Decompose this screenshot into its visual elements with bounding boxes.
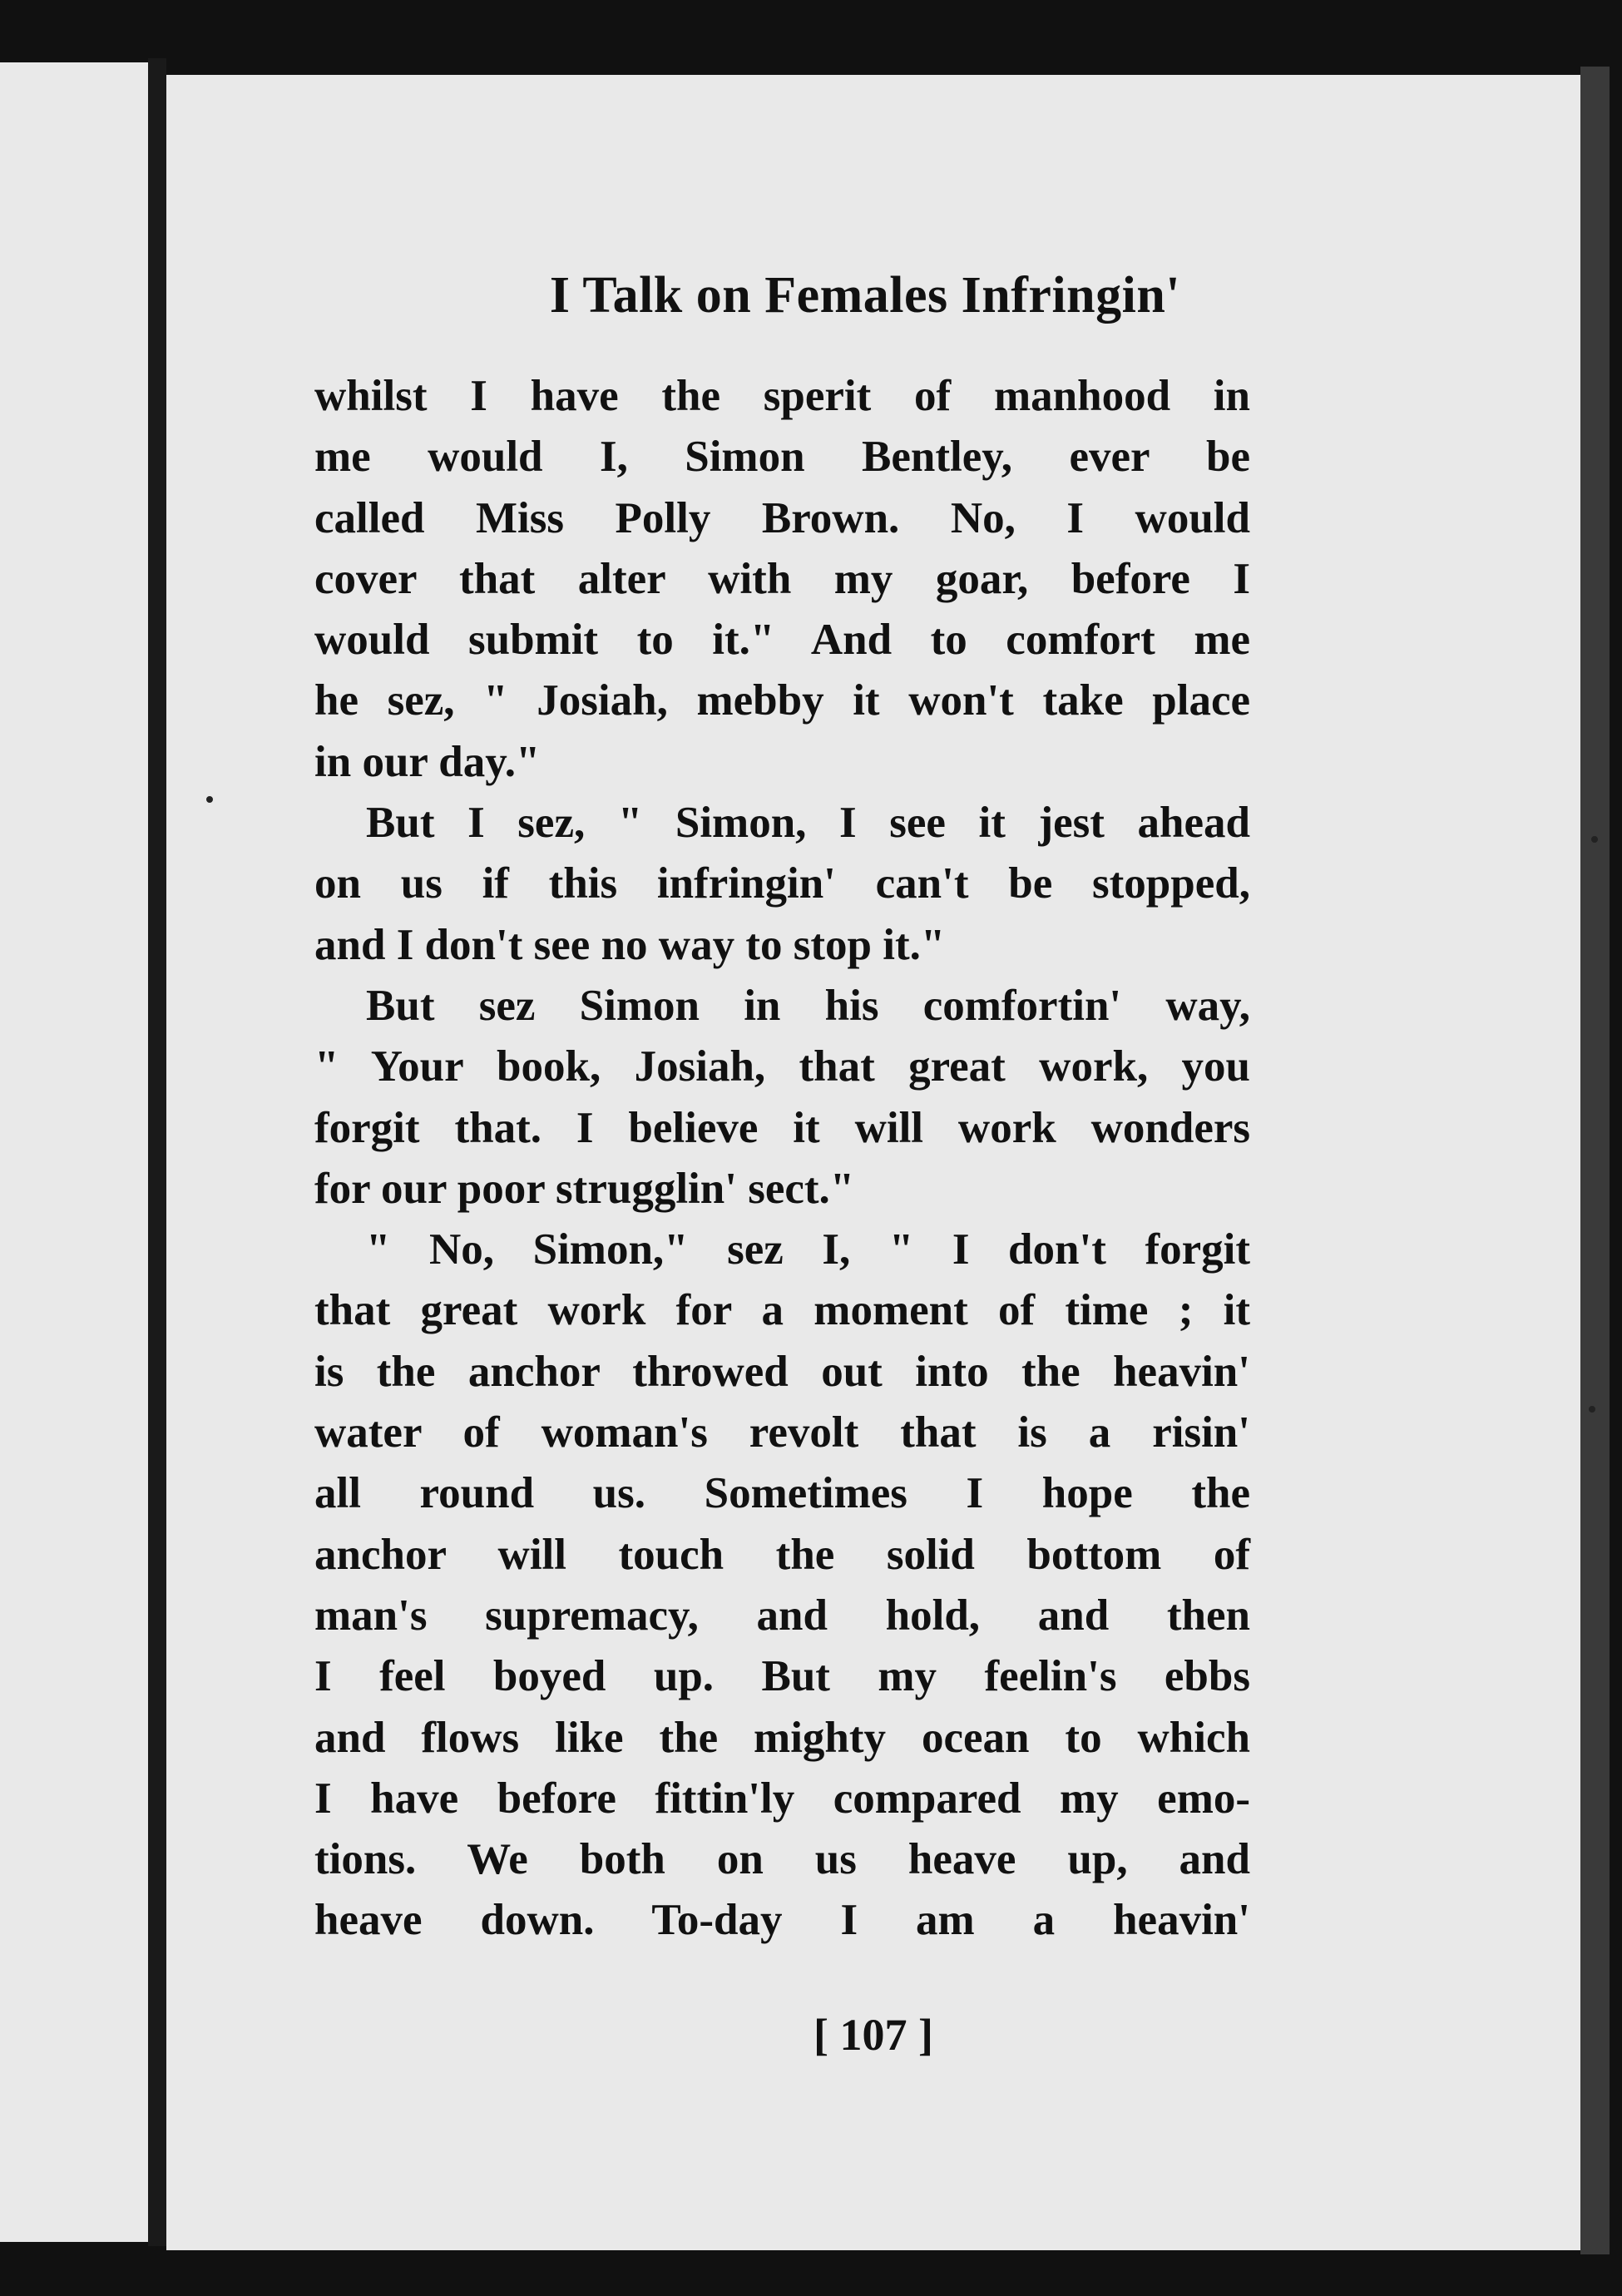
text-line: anchor will touch the solid bottom of xyxy=(314,1530,1250,1579)
text-line: But I sez, " Simon, I see it jest ahead xyxy=(366,799,1250,848)
text-line: on us if this infringin' can't be stopped, xyxy=(314,859,1250,908)
text-line: tions. We both on us heave up, and xyxy=(314,1835,1250,1884)
page-stack-edge xyxy=(1580,67,1610,2254)
ink-speck xyxy=(1591,836,1598,843)
text-line: " No, Simon," sez I, " I don't forgit xyxy=(366,1225,1250,1274)
text-line: man's supremacy, and hold, and then xyxy=(314,1591,1250,1640)
text-line: he sez, " Josiah, mebby it won't take place xyxy=(314,676,1250,725)
ink-speck xyxy=(206,796,213,803)
text-line: water of woman's revolt that is a risin' xyxy=(314,1408,1250,1457)
book-page xyxy=(166,75,1589,2250)
text-line: for our poor strugglin' sect." xyxy=(314,1164,855,1213)
page-number: [ 107 ] xyxy=(813,2010,933,2060)
text-line: I feel boyed up. But my feelin's ebbs xyxy=(314,1652,1250,1701)
text-line: would submit to it." And to comfort me xyxy=(314,616,1250,665)
text-line: me would I, Simon Bentley, ever be xyxy=(314,433,1250,482)
text-line: heave down. To-day I am a heavin' xyxy=(314,1896,1250,1945)
text-line: " Your book, Josiah, that great work, you xyxy=(314,1042,1250,1091)
ink-speck xyxy=(1589,1406,1595,1413)
text-line: and flows like the mighty ocean to which xyxy=(314,1713,1250,1762)
book-gutter xyxy=(148,58,166,2246)
text-line: But sez Simon in his comfortin' way, xyxy=(366,981,1250,1030)
text-line: all round us. Sometimes I hope the xyxy=(314,1469,1250,1518)
body-text xyxy=(314,366,1250,1952)
text-line: I have before fittin'ly compared my emo- xyxy=(314,1774,1250,1823)
text-line: cover that alter with my goar, before I xyxy=(314,554,1250,603)
text-line: whilst I have the sperit of manhood in xyxy=(314,372,1250,420)
text-line: called Miss Polly Brown. No, I would xyxy=(314,493,1250,542)
text-line: in our day." xyxy=(314,737,541,786)
text-line: is the anchor throwed out into the heavin' xyxy=(314,1347,1250,1396)
text-line: forgit that. I believe it will work wonders xyxy=(314,1103,1250,1152)
text-line: that great work for a moment of time ; it xyxy=(314,1286,1250,1335)
facing-page-edge xyxy=(0,62,161,2242)
running-head: I Talk on Females Infringin' xyxy=(549,267,1181,324)
text-line: and I don't see no way to stop it." xyxy=(314,920,946,969)
